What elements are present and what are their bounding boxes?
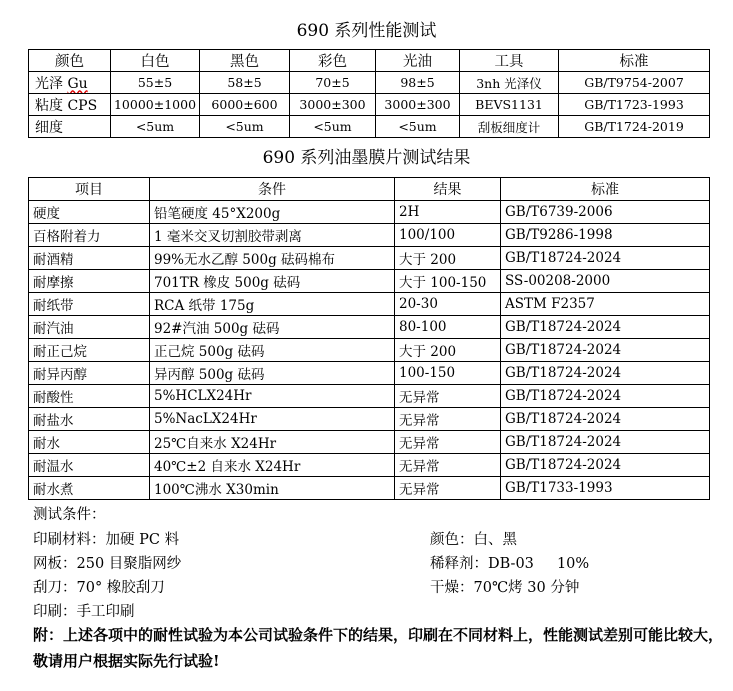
table-cell: 大于 200 <box>395 247 501 270</box>
condition-material: 印刷材料：加硬 PC 料 <box>33 532 180 548</box>
table-cell: 无异常 <box>395 408 501 431</box>
table-row <box>29 316 710 339</box>
row-label: 粘度 CPS <box>29 94 111 116</box>
table-cell: BEVS1131 <box>460 94 559 116</box>
table-cell: GB/T18724-2024 <box>501 385 710 408</box>
row-label: 耐异丙醇 <box>29 362 150 385</box>
header-cell: 黑色 <box>200 50 290 72</box>
table-cell: 100/100 <box>395 224 501 247</box>
header-cell: 标准 <box>559 50 710 72</box>
row-label: 光泽 Gu <box>29 72 111 94</box>
table-cell: 3000±300 <box>290 94 376 116</box>
row-label: 硬度 <box>29 201 150 224</box>
table-cell: 3nh 光泽仪 <box>460 72 559 94</box>
table-cell: 5%NacLX24Hr <box>150 408 395 431</box>
table-cell: 55±5 <box>111 72 200 94</box>
table-cell: 无异常 <box>395 477 501 500</box>
table-cell: <5um <box>200 116 290 138</box>
table-cell: 10000±1000 <box>111 94 200 116</box>
header-cell: 彩色 <box>290 50 376 72</box>
header-cell: 项目 <box>29 178 150 201</box>
table-cell: 大于 100-150 <box>395 270 501 293</box>
header-cell: 白色 <box>111 50 200 72</box>
table-row <box>29 224 710 247</box>
table-row <box>29 408 710 431</box>
table-row <box>29 94 710 116</box>
table-cell: 92#汽油 500g 砝码 <box>150 316 395 339</box>
header-cell: 光油 <box>376 50 460 72</box>
table-cell: GB/T1724-2019 <box>559 116 710 138</box>
table-row <box>29 454 710 477</box>
table-cell: ASTM F2357 <box>501 293 710 316</box>
row-label: 耐纸带 <box>29 293 150 316</box>
table-cell: 99%无水乙醇 500g 砝码棉布 <box>150 247 395 270</box>
header-cell: 颜色 <box>29 50 111 72</box>
performance-table <box>28 49 710 138</box>
table-cell: GB/T1733-1993 <box>501 477 710 500</box>
table-cell: 70±5 <box>290 72 376 94</box>
table-cell: GB/T18724-2024 <box>501 247 710 270</box>
table-row <box>29 201 710 224</box>
table-cell: 无异常 <box>395 385 501 408</box>
table-cell: GB/T18724-2024 <box>501 362 710 385</box>
row-label: 百格附着力 <box>29 224 150 247</box>
table-cell: GB/T18724-2024 <box>501 431 710 454</box>
table-row <box>29 270 710 293</box>
table-cell: <5um <box>290 116 376 138</box>
row-label: 耐盐水 <box>29 408 150 431</box>
table-cell: <5um <box>111 116 200 138</box>
table-cell: GB/T18724-2024 <box>501 339 710 362</box>
header-cell: 条件 <box>150 178 395 201</box>
results-table <box>28 177 710 500</box>
table-cell: 无异常 <box>395 454 501 477</box>
table-cell: 100℃沸水 X30min <box>150 477 395 500</box>
table-cell: 20-30 <box>395 293 501 316</box>
row-label: 耐摩擦 <box>29 270 150 293</box>
table-cell: 异丙醇 500g 砝码 <box>150 362 395 385</box>
header-cell: 工具 <box>460 50 559 72</box>
table-cell: 98±5 <box>376 72 460 94</box>
table-cell: GB/T6739-2006 <box>501 201 710 224</box>
condition-printing: 印刷：手工印刷 <box>33 604 135 620</box>
row-label: 耐酸性 <box>29 385 150 408</box>
performance-header-row <box>29 50 710 72</box>
table-cell: 5%HCLX24Hr <box>150 385 395 408</box>
results-body <box>29 201 710 500</box>
table-row <box>29 247 710 270</box>
table-cell: GB/T9754-2007 <box>559 72 710 94</box>
table-row <box>29 477 710 500</box>
table-cell: SS-00208-2000 <box>501 270 710 293</box>
table-cell: 58±5 <box>200 72 290 94</box>
table-row <box>29 385 710 408</box>
condition-color: 颜色：白、黑 <box>430 532 517 548</box>
table-cell: 刮板细度计 <box>460 116 559 138</box>
table-row <box>29 293 710 316</box>
condition-screen: 网板：250 目聚脂网纱 <box>33 556 182 572</box>
results-header-row <box>29 178 710 201</box>
condition-drying: 干燥：70℃烤 30 分钟 <box>430 580 580 596</box>
row-label: 耐水煮 <box>29 477 150 500</box>
row-label: 耐水 <box>29 431 150 454</box>
table-cell: 701TR 橡皮 500g 砝码 <box>150 270 395 293</box>
row-label: 细度 <box>29 116 111 138</box>
table-cell: GB/T1723-1993 <box>559 94 710 116</box>
table-cell: 6000±600 <box>200 94 290 116</box>
table-cell: GB/T18724-2024 <box>501 454 710 477</box>
performance-title: 690 系列性能测试 <box>296 21 437 41</box>
table-cell: GB/T9286-1998 <box>501 224 710 247</box>
table-cell: <5um <box>376 116 460 138</box>
conditions-heading: 测试条件： <box>33 507 106 523</box>
table-cell: 25℃自来水 X24Hr <box>150 431 395 454</box>
table-cell: 铅笔硬度 45°X200g <box>150 201 395 224</box>
table-cell: 正己烷 500g 砝码 <box>150 339 395 362</box>
table-cell: 3000±300 <box>376 94 460 116</box>
table-row <box>29 362 710 385</box>
table-cell: 1 毫米交叉切割胶带剥离 <box>150 224 395 247</box>
row-label: 耐温水 <box>29 454 150 477</box>
table-cell: RCA 纸带 175g <box>150 293 395 316</box>
table-cell: 100-150 <box>395 362 501 385</box>
table-row <box>29 116 710 138</box>
table-cell: GB/T18724-2024 <box>501 316 710 339</box>
table-cell: 无异常 <box>395 431 501 454</box>
table-row <box>29 339 710 362</box>
condition-squeegee: 刮刀：70° 橡胶刮刀 <box>33 580 165 596</box>
table-row <box>29 72 710 94</box>
condition-thinner: 稀释剂：DB-03 10% <box>430 556 590 572</box>
table-row <box>29 431 710 454</box>
table-cell: 2H <box>395 201 501 224</box>
table-cell: 大于 200 <box>395 339 501 362</box>
header-cell: 标准 <box>501 178 710 201</box>
table-cell: GB/T18724-2024 <box>501 408 710 431</box>
results-title: 690 系列油墨膜片测试结果 <box>262 148 471 168</box>
row-label: 耐酒精 <box>29 247 150 270</box>
row-label: 耐汽油 <box>29 316 150 339</box>
table-cell: 40℃±2 自来水 X24Hr <box>150 454 395 477</box>
row-label: 耐正己烷 <box>29 339 150 362</box>
table-cell: 80-100 <box>395 316 501 339</box>
header-cell: 结果 <box>395 178 501 201</box>
disclaimer-note: 附：上述各项中的耐性试验为本公司试验条件下的结果，印刷在不同材料上，性能测试差别可能比较大，敬请用户根据实际先行试验! <box>33 626 724 670</box>
